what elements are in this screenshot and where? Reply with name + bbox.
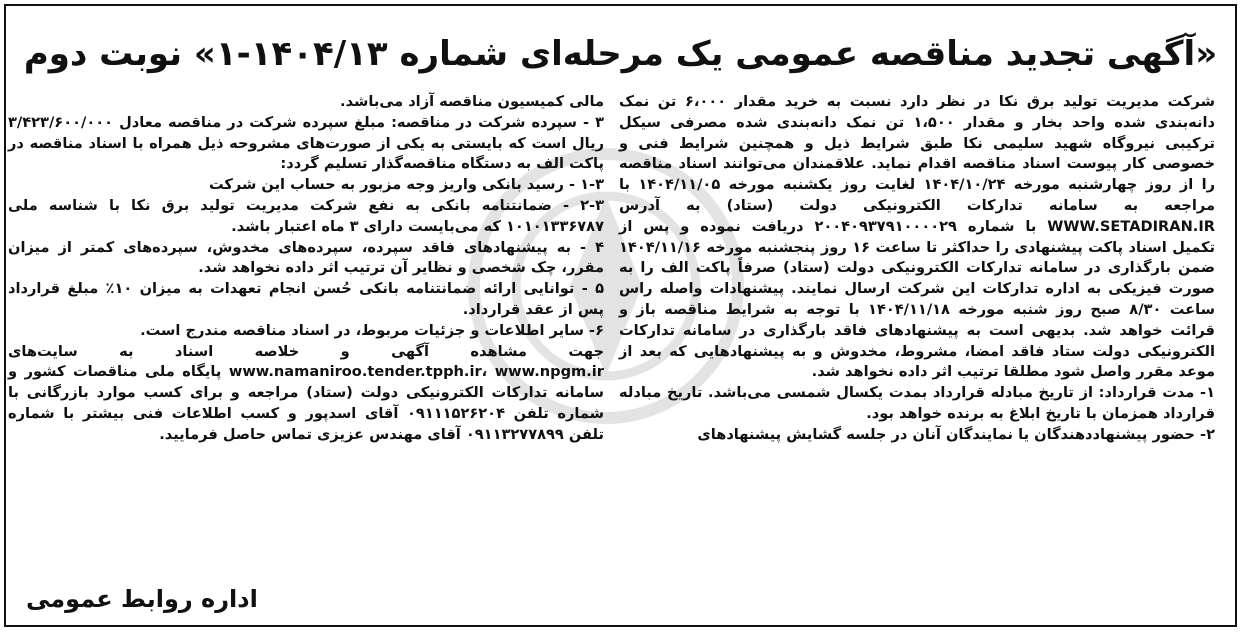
item-performance-guarantee: ۵ - توانایی ارائه ضمانتنامه بانکی حُسن انجام تعهدات به میزان ۱۰٪ مبلغ قرارداد پس از عقد قرارداد. xyxy=(8,280,604,318)
item-invalid-bids: ۴ - به پیشنهادهای فاقد سپرده، سپرده‌های مخدوش، سپرده‌های کمتر از میزان مقرر، چک شخصی و نظایر آن ترتیب اثر داده نخواهد شد. xyxy=(8,238,604,277)
intro-paragraph xyxy=(619,92,1215,383)
item-deposit: ۳ - سپرده شرکت در مناقصه: مبلغ سپرده شرکت در مناقصه معادل ۳/۴۲۳/۶۰۰/۰۰۰ ریال است که بایستی به یکی از صورت‌های مشروحه ذیل همراه با اسناد مناقصه در پاکت الف به دستگاه مناقصه‌گذار تسلیم گردد: xyxy=(8,113,604,173)
item-other-info: ۶- سایر اطلاعات و جزئیات مربوط، در اسناد مناقصه مندرج است. xyxy=(140,321,604,339)
left-column xyxy=(8,92,604,446)
item-attendance-cont: مالی کمیسیون مناقصه آزاد می‌باشد. xyxy=(340,93,604,110)
right-column xyxy=(619,92,1215,446)
notice-title: «آگهی تجدید مناقصه عمومی یک مرحله‌ای شماره ۱۴۰۴/۱۳-۱» نوبت دوم xyxy=(23,34,1218,74)
notice-frame xyxy=(4,4,1237,627)
item-bidder-attendance: ۲- حضور پیشنهاددهندگان یا نمایندگان آنان در جلسه گشایش پیشنهادهای xyxy=(697,425,1215,443)
intro-text: نسبت به خرید مقدار ۶،۰۰۰ تن نمک دانه‌بندی شده واحد بخار و مقدار ۱،۵۰۰ تن نمک دانه‌بندی شده مصرفی سیکل ترکیبی نیروگاه شهید سلیمی نکا طبق شرایط ذیل و همچنین شرایط فنی و خصوصی کار پیوست اسناد مناقصه اقدام نماید. علاقمندان می‌توانند اسناد مناقصه را از روز چهارشنبه مورخه ۱۴۰۴/۱۰/۲۴ لغایت روز یکشنبه مورخه ۱۴۰۴/۱۱/۰۵ با مراجعه به سامانه تدارکات الکترونیکی دولت (ستاد) به آدرس WWW.SETADIRAN.IR با شماره ۲۰۰۴۰۹۳۷۹۱۰۰۰۰۲۹ دریافت نموده و پس از تکمیل اسناد پاکت پیشنهادی را حداکثر تا ساعت ۱۶ روز پنجشنبه مورخه ۱۴۰۴/۱۱/۱۶ ضمن بارگذاری در سامانه تدارکات الکترونیکی دولت (ستاد) صرفاً پاکت الف را به صورت فیزیکی به اداره تدارکات این شرکت ارسال نمایند. پیشنهادات واصله راس ساعت ۸/۳۰ صبح روز شنبه مورخه ۱۴۰۴/۱۱/۱۸ با توجه به شرایط مناقصه باز و قرائت خواهد شد. بدیهی است به پیشنهادهای فاقد بارگذاری در سامانه تدارکات الکترونیکی دولت ستاد فاقد امضا، مشروط، مخدوش و به پیشنهادهایی که بعد از موعد مقرر واصل شود مطلقا ترتیب اثر داده نخواهد شد. xyxy=(619,93,1215,381)
item-deposit-guarantee: ۲-۳ - ضمانتنامه بانکی به نفع شرکت مدیریت تولید برق نکا با شناسه ملی ۱۰۱۰۱۳۳۶۷۸۷ که می‌بایست دارای ۳ ماه اعتبار باشد. xyxy=(8,196,604,235)
signature: اداره روابط عمومی xyxy=(26,585,258,613)
item-contract-duration: ۱- مدت قرارداد: از تاریخ مبادله قرارداد بمدت یکسال شمسی می‌باشد. تاریخ مبادله قرارداد همزمان با تاریخ ابلاغ به برنده خواهد بود. xyxy=(619,384,1215,422)
company-name: شرکت مدیریت تولید برق نکا در نظر دارد xyxy=(900,93,1215,110)
item-deposit-receipt: ۱-۳ - رسید بانکی واریز وجه مزبور به حساب این شرکت xyxy=(208,176,604,194)
contact-paragraph: جهت مشاهده آگهی و خلاصه اسناد به سایت‌های www.namaniroo.tender.tpph.ir، www.npgm.ir پایگاه ملی مناقصات کشور و سامانه تدارکات الکترونیکی دولت (ستاد) مراجعه و برای کسب موارد بازرگانی با شماره تلفن ۰۹۱۱۱۵۲۶۲۰۴ آقای اسدپور و کسب اطلاعات فنی بیشتر با شماره تلفن ۰۹۱۱۳۲۷۷۸۹۹ آقای مهندس عزیزی تماس حاصل فرمایید. xyxy=(8,342,604,443)
